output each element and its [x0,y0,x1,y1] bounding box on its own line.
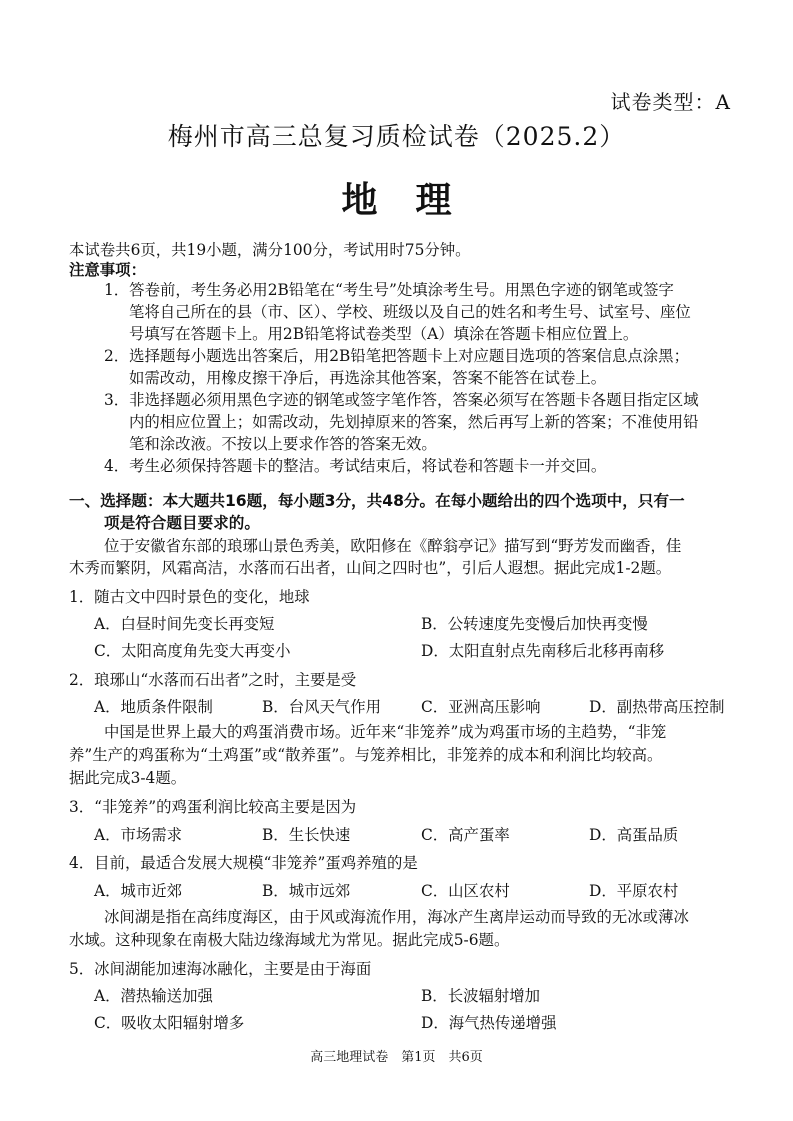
q2-option-c: C．亚洲高压影响 [421,698,541,716]
notice-heading: 注意事项： [69,261,146,279]
q4-option-b: B．城市远郊 [262,882,351,900]
q3-option-d: D．高蛋品质 [589,826,679,844]
page-footer: 高三地理试卷 第1页 共6页 [310,1050,483,1065]
q5-option-d: D．海气热传递增强 [421,1014,557,1032]
q2-option-a: A．地质条件限制 [94,698,213,716]
q5-option-a: A．潜热输送加强 [94,987,213,1005]
question-1-stem: 1．随古文中四时景色的变化，地球 [69,588,310,606]
q4-option-a: A．城市近郊 [94,882,183,900]
q3-option-b: B．生长快速 [262,826,351,844]
passage-text: 养”生产的鸡蛋称为“土鸡蛋”或“散养蛋”。与笼养相比，非笼养的成本和利润比均较高。 [69,746,663,764]
q1-option-d: D．太阳直射点先南移后北移再南移 [421,642,665,660]
question-4-stem: 4．目前，最适合发展大规模“非笼养”蛋鸡养殖的是 [69,854,418,872]
notice-line: 笔将自己所在的县（市、区）、学校、班级以及自己的姓名和考生号、试室号、座位 [129,303,691,321]
passage-text: 中国是世界上最大的鸡蛋消费市场。近年来“非笼养”成为鸡蛋市场的主趋势，“非笼 [104,723,667,741]
exam-intro: 本试卷共6页，共19小题，满分100分，考试用时75分钟。 [69,241,471,259]
paper-type-label: 试卷类型：A [610,90,731,114]
passage-text: 位于安徽省东部的琅琊山景色秀美，欧阳修在《醉翁亭记》描写到“野芳发而幽香，佳 [104,537,682,555]
q4-option-c: C．山区农村 [421,882,510,900]
question-5-stem: 5．冰间湖能加速海冰融化，主要是由于海面 [69,960,372,978]
notice-line: 如需改动，用橡皮擦干净后，再选涂其他答案，答案不能答在试卷上。 [129,369,607,387]
q5-option-c: C．吸收太阳辐射增多 [94,1014,245,1032]
notice-line: 内的相应位置上；如需改动，先划掉原来的答案，然后再写上新的答案；不准使用铅 [129,413,699,431]
notice-line: 1．答卷前，考生务必用2B铅笔在“考生号”处填涂考生号。用黑色字迹的钢笔或签字 [104,281,674,299]
q3-option-c: C．高产蛋率 [421,826,510,844]
subject-title: 地理 [341,179,490,221]
q1-option-a: A．白昼时间先变长再变短 [94,615,275,633]
notice-line: 笔和涂改液。不按以上要求作答的答案无效。 [129,435,437,453]
exam-title: 梅州市高三总复习质检试卷（2025.2） [167,122,626,151]
notice-line: 2．选择题每小题选出答案后，用2B铅笔把答题卡上对应题目选项的答案信息点涂黑； [104,347,689,365]
passage-text: 木秀而繁阴，风霜高洁，水落而石出者，山间之四时也”，引后人遐想。据此完成1-2题。 [69,559,672,577]
section-heading: 一、选择题：本大题共16题，每小题3分，共48分。在每小题给出的四个选项中，只有一 [69,492,685,510]
notice-line: 号填写在答题卡上。用2B铅笔将试卷类型（A）填涂在答题卡相应位置上。 [129,325,639,343]
passage-text: 据此完成3-4题。 [69,769,187,787]
q4-option-d: D．平原农村 [589,882,679,900]
q5-option-b: B．长波辐射增加 [421,987,541,1005]
q3-option-a: A．市场需求 [94,826,183,844]
passage-text: 冰间湖是指在高纬度海区，由于风或海流作用，海冰产生离岸运动而导致的无冰或薄冰 [104,908,689,926]
q1-option-b: B．公转速度先变慢后加快再变慢 [421,615,648,633]
q2-option-d: D．副热带高压控制 [589,698,725,716]
q1-option-c: C．太阳高度角先变大再变小 [94,642,291,660]
section-heading-cont: 项是符合题目要求的。 [104,514,260,532]
q2-option-b: B．台风天气作用 [262,698,382,716]
question-3-stem: 3．“非笼养”的鸡蛋利润比较高主要是因为 [69,798,357,816]
question-2-stem: 2．琅琊山“水落而石出者”之时，主要是受 [69,671,357,689]
notice-line: 3．非选择题必须用黑色字迹的钢笔或签字笔作答，答案必须写在答题卡各题目指定区域 [104,391,699,409]
notice-line: 4．考生必须保持答题卡的整洁。考试结束后，将试卷和答题卡一并交回。 [104,457,607,475]
passage-text: 水域。这种现象在南极大陆边缘海域尤为常见。据此完成5-6题。 [69,931,510,949]
